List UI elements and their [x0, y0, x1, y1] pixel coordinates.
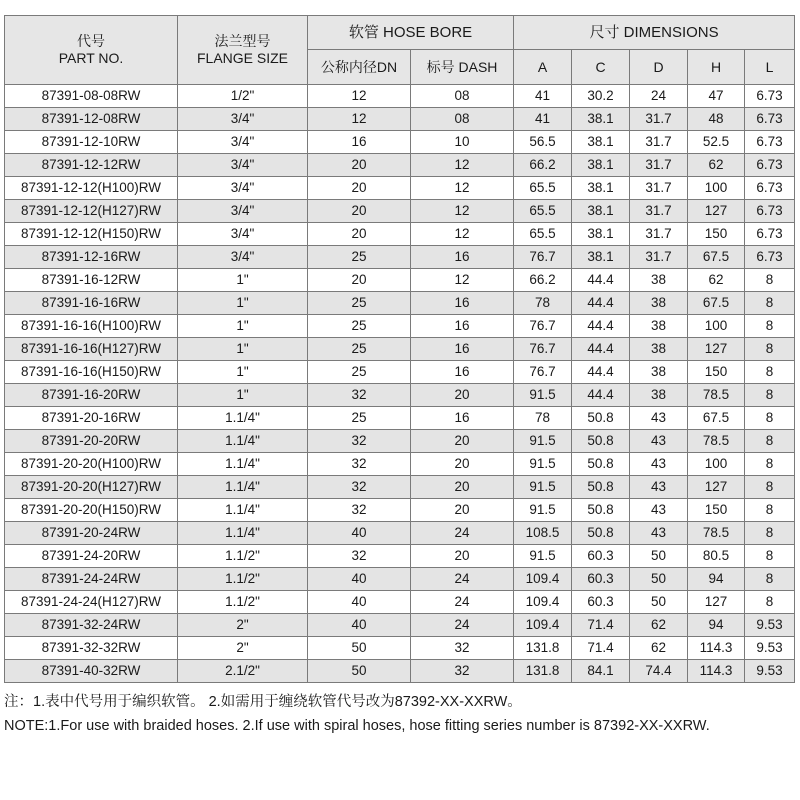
cell-dn: 25	[308, 315, 411, 338]
table-row	[5, 200, 795, 223]
cell-flange-size: 1/2"	[178, 85, 308, 108]
cell-dash: 32	[411, 660, 514, 683]
cell-dim-c: 84.1	[572, 660, 630, 683]
header-dn: 公称内径DN	[308, 50, 411, 85]
table-row	[5, 407, 795, 430]
table-row	[5, 361, 795, 384]
cell-part-no: 87391-32-24RW	[5, 614, 178, 637]
cell-flange-size: 3/4"	[178, 177, 308, 200]
cell-dash: 24	[411, 568, 514, 591]
cell-part-no: 87391-12-12(H127)RW	[5, 200, 178, 223]
cell-dim-a: 108.5	[514, 522, 572, 545]
cell-dim-h: 127	[688, 338, 745, 361]
cell-dim-a: 66.2	[514, 154, 572, 177]
cell-part-no: 87391-12-08RW	[5, 108, 178, 131]
cell-dim-l: 6.73	[745, 200, 795, 223]
table-row	[5, 85, 795, 108]
cell-dim-h: 127	[688, 591, 745, 614]
cell-dim-a: 66.2	[514, 269, 572, 292]
cell-flange-size: 3/4"	[178, 246, 308, 269]
cell-dim-a: 76.7	[514, 338, 572, 361]
cell-dim-c: 38.1	[572, 108, 630, 131]
cell-dim-c: 60.3	[572, 591, 630, 614]
cell-dim-a: 91.5	[514, 545, 572, 568]
cell-flange-size: 1.1/2"	[178, 568, 308, 591]
cell-dim-l: 8	[745, 315, 795, 338]
cell-dash: 16	[411, 407, 514, 430]
header-dim-d: D	[630, 50, 688, 85]
cell-dash: 12	[411, 223, 514, 246]
cell-part-no: 87391-24-24(H127)RW	[5, 591, 178, 614]
cell-dim-l: 6.73	[745, 223, 795, 246]
cell-flange-size: 1.1/4"	[178, 453, 308, 476]
cell-part-no: 87391-12-10RW	[5, 131, 178, 154]
table-row	[5, 177, 795, 200]
table-row	[5, 476, 795, 499]
spec-table-body	[5, 85, 795, 683]
cell-dn: 25	[308, 407, 411, 430]
cell-part-no: 87391-08-08RW	[5, 85, 178, 108]
cell-dim-a: 76.7	[514, 246, 572, 269]
table-row	[5, 384, 795, 407]
table-row	[5, 223, 795, 246]
cell-dim-d: 31.7	[630, 223, 688, 246]
cell-dim-c: 44.4	[572, 338, 630, 361]
table-row	[5, 545, 795, 568]
cell-dn: 12	[308, 85, 411, 108]
cell-dash: 20	[411, 430, 514, 453]
cell-dn: 25	[308, 361, 411, 384]
table-row	[5, 637, 795, 660]
cell-part-no: 87391-20-20RW	[5, 430, 178, 453]
table-row	[5, 108, 795, 131]
cell-dn: 32	[308, 430, 411, 453]
header-dimensions: 尺寸 DIMENSIONS	[514, 16, 795, 50]
cell-part-no: 87391-20-20(H100)RW	[5, 453, 178, 476]
cell-dim-d: 31.7	[630, 200, 688, 223]
cell-dim-a: 131.8	[514, 660, 572, 683]
cell-dim-h: 127	[688, 200, 745, 223]
cell-dim-h: 94	[688, 568, 745, 591]
cell-part-no: 87391-32-32RW	[5, 637, 178, 660]
cell-dim-c: 71.4	[572, 637, 630, 660]
cell-dn: 32	[308, 545, 411, 568]
cell-dash: 32	[411, 637, 514, 660]
cell-dim-l: 8	[745, 522, 795, 545]
note-cn: 注：1.表中代号用于编织软管。 2.如需用于缠绕软管代号改为87392-XX-XXRW。	[4, 694, 522, 710]
cell-dim-c: 38.1	[572, 200, 630, 223]
cell-dim-d: 31.7	[630, 131, 688, 154]
cell-dim-c: 38.1	[572, 246, 630, 269]
cell-dim-d: 38	[630, 361, 688, 384]
cell-dim-c: 44.4	[572, 361, 630, 384]
cell-dn: 20	[308, 200, 411, 223]
cell-flange-size: 1.1/4"	[178, 522, 308, 545]
table-row	[5, 338, 795, 361]
cell-part-no: 87391-16-16(H150)RW	[5, 361, 178, 384]
cell-flange-size: 2"	[178, 614, 308, 637]
table-row	[5, 660, 795, 683]
cell-part-no: 87391-16-12RW	[5, 269, 178, 292]
cell-part-no: 87391-12-16RW	[5, 246, 178, 269]
cell-flange-size: 1.1/4"	[178, 430, 308, 453]
cell-dim-a: 109.4	[514, 614, 572, 637]
cell-dim-c: 60.3	[572, 568, 630, 591]
cell-flange-size: 3/4"	[178, 108, 308, 131]
cell-dn: 32	[308, 453, 411, 476]
cell-dim-a: 41	[514, 108, 572, 131]
cell-dn: 25	[308, 338, 411, 361]
cell-dim-l: 8	[745, 292, 795, 315]
cell-dim-c: 50.8	[572, 453, 630, 476]
cell-dash: 16	[411, 315, 514, 338]
cell-dim-l: 8	[745, 430, 795, 453]
cell-part-no: 87391-16-16(H127)RW	[5, 338, 178, 361]
cell-part-no: 87391-16-20RW	[5, 384, 178, 407]
cell-dim-h: 114.3	[688, 637, 745, 660]
cell-dash: 16	[411, 292, 514, 315]
cell-dn: 20	[308, 154, 411, 177]
cell-dim-d: 50	[630, 568, 688, 591]
cell-dim-l: 6.73	[745, 177, 795, 200]
table-row	[5, 522, 795, 545]
cell-dim-l: 9.53	[745, 637, 795, 660]
cell-dn: 20	[308, 223, 411, 246]
cell-flange-size: 3/4"	[178, 200, 308, 223]
cell-dim-l: 8	[745, 361, 795, 384]
header-hose-bore: 软管 HOSE BORE	[308, 16, 514, 50]
header-flange-size	[178, 16, 308, 85]
cell-dash: 08	[411, 108, 514, 131]
cell-dash: 24	[411, 614, 514, 637]
cell-dim-h: 80.5	[688, 545, 745, 568]
table-row	[5, 131, 795, 154]
cell-dash: 12	[411, 200, 514, 223]
cell-dim-d: 43	[630, 453, 688, 476]
cell-dim-d: 74.4	[630, 660, 688, 683]
cell-dash: 16	[411, 246, 514, 269]
cell-dim-l: 6.73	[745, 85, 795, 108]
cell-dim-l: 8	[745, 269, 795, 292]
cell-dim-l: 8	[745, 568, 795, 591]
cell-dim-h: 150	[688, 361, 745, 384]
cell-dim-a: 91.5	[514, 453, 572, 476]
header-part-no	[5, 16, 178, 85]
cell-dim-l: 9.53	[745, 660, 795, 683]
table-row	[5, 453, 795, 476]
cell-dn: 12	[308, 108, 411, 131]
cell-flange-size: 2.1/2"	[178, 660, 308, 683]
cell-dim-d: 38	[630, 384, 688, 407]
cell-dim-h: 78.5	[688, 522, 745, 545]
cell-dim-c: 50.8	[572, 476, 630, 499]
cell-dim-a: 78	[514, 407, 572, 430]
cell-dim-l: 6.73	[745, 131, 795, 154]
cell-dash: 24	[411, 522, 514, 545]
cell-dn: 20	[308, 269, 411, 292]
cell-dim-d: 31.7	[630, 246, 688, 269]
cell-dash: 20	[411, 453, 514, 476]
cell-dim-c: 44.4	[572, 292, 630, 315]
cell-dim-a: 131.8	[514, 637, 572, 660]
cell-dim-h: 62	[688, 269, 745, 292]
cell-dim-h: 78.5	[688, 430, 745, 453]
cell-dn: 20	[308, 177, 411, 200]
cell-dim-a: 65.5	[514, 177, 572, 200]
cell-dim-c: 44.4	[572, 315, 630, 338]
cell-dash: 20	[411, 545, 514, 568]
cell-dim-c: 50.8	[572, 499, 630, 522]
cell-flange-size: 1.1/2"	[178, 545, 308, 568]
cell-part-no: 87391-12-12RW	[5, 154, 178, 177]
cell-flange-size: 1"	[178, 384, 308, 407]
cell-dim-d: 31.7	[630, 154, 688, 177]
cell-part-no: 87391-20-20(H127)RW	[5, 476, 178, 499]
cell-dim-d: 43	[630, 407, 688, 430]
cell-flange-size: 1"	[178, 292, 308, 315]
table-row	[5, 269, 795, 292]
cell-part-no: 87391-20-24RW	[5, 522, 178, 545]
cell-dim-d: 62	[630, 637, 688, 660]
cell-flange-size: 2"	[178, 637, 308, 660]
cell-dim-a: 76.7	[514, 315, 572, 338]
cell-dim-l: 9.53	[745, 614, 795, 637]
cell-flange-size: 1"	[178, 315, 308, 338]
cell-dim-d: 43	[630, 522, 688, 545]
cell-dash: 12	[411, 154, 514, 177]
cell-part-no: 87391-16-16(H100)RW	[5, 315, 178, 338]
cell-flange-size: 1"	[178, 269, 308, 292]
cell-dim-c: 50.8	[572, 522, 630, 545]
cell-dim-l: 6.73	[745, 154, 795, 177]
cell-part-no: 87391-20-16RW	[5, 407, 178, 430]
table-row	[5, 292, 795, 315]
cell-dash: 20	[411, 499, 514, 522]
cell-dash: 20	[411, 384, 514, 407]
header-part-no-cn: 代号	[77, 33, 105, 49]
cell-dn: 25	[308, 292, 411, 315]
cell-dash: 10	[411, 131, 514, 154]
cell-dim-d: 38	[630, 292, 688, 315]
cell-dn: 40	[308, 522, 411, 545]
table-row	[5, 246, 795, 269]
cell-dim-a: 76.7	[514, 361, 572, 384]
cell-flange-size: 3/4"	[178, 131, 308, 154]
cell-dim-h: 100	[688, 315, 745, 338]
cell-part-no: 87391-12-12(H100)RW	[5, 177, 178, 200]
cell-dash: 16	[411, 361, 514, 384]
cell-flange-size: 1.1/4"	[178, 499, 308, 522]
cell-dim-h: 48	[688, 108, 745, 131]
cell-dim-c: 60.3	[572, 545, 630, 568]
cell-flange-size: 3/4"	[178, 154, 308, 177]
cell-dim-a: 91.5	[514, 430, 572, 453]
table-row	[5, 315, 795, 338]
cell-dim-a: 78	[514, 292, 572, 315]
header-dim-h: H	[688, 50, 745, 85]
cell-flange-size: 3/4"	[178, 223, 308, 246]
cell-dim-c: 50.8	[572, 407, 630, 430]
header-dim-a: A	[514, 50, 572, 85]
cell-dim-c: 50.8	[572, 430, 630, 453]
cell-dn: 32	[308, 476, 411, 499]
header-part-no-en: PART NO.	[58, 50, 124, 66]
cell-dim-d: 38	[630, 269, 688, 292]
cell-dim-h: 67.5	[688, 407, 745, 430]
cell-dim-h: 100	[688, 453, 745, 476]
cell-dim-h: 52.5	[688, 131, 745, 154]
header-flange-cn: 法兰型号	[214, 33, 271, 49]
cell-dim-d: 43	[630, 499, 688, 522]
cell-dim-h: 127	[688, 476, 745, 499]
table-row	[5, 568, 795, 591]
cell-dim-d: 38	[630, 338, 688, 361]
cell-dim-d: 43	[630, 430, 688, 453]
header-flange-en: FLANGE SIZE	[196, 50, 289, 66]
cell-dim-d: 24	[630, 85, 688, 108]
cell-dim-a: 109.4	[514, 568, 572, 591]
cell-dn: 32	[308, 499, 411, 522]
cell-dim-a: 91.5	[514, 476, 572, 499]
cell-dash: 12	[411, 269, 514, 292]
cell-dn: 50	[308, 637, 411, 660]
cell-flange-size: 1"	[178, 361, 308, 384]
note-en: NOTE:1.For use with braided hoses. 2.If use with spiral hoses, hose fitting series number is 87392-XX-XXRW.	[4, 718, 710, 734]
cell-dim-a: 91.5	[514, 499, 572, 522]
cell-flange-size: 1"	[178, 338, 308, 361]
header-dash: 标号 DASH	[411, 50, 514, 85]
cell-dim-h: 100	[688, 177, 745, 200]
cell-dim-c: 71.4	[572, 614, 630, 637]
cell-part-no: 87391-24-20RW	[5, 545, 178, 568]
cell-part-no: 87391-20-20(H150)RW	[5, 499, 178, 522]
cell-dim-l: 8	[745, 384, 795, 407]
cell-dim-a: 56.5	[514, 131, 572, 154]
cell-dim-l: 6.73	[745, 246, 795, 269]
cell-dash: 20	[411, 476, 514, 499]
cell-dim-h: 47	[688, 85, 745, 108]
table-row	[5, 499, 795, 522]
cell-dim-l: 8	[745, 407, 795, 430]
cell-flange-size: 1.1/4"	[178, 476, 308, 499]
cell-dim-a: 109.4	[514, 591, 572, 614]
cell-dn: 25	[308, 246, 411, 269]
cell-dim-l: 8	[745, 476, 795, 499]
cell-dim-h: 78.5	[688, 384, 745, 407]
cell-dn: 50	[308, 660, 411, 683]
cell-dn: 16	[308, 131, 411, 154]
header-dim-l: L	[745, 50, 795, 85]
cell-dim-c: 38.1	[572, 154, 630, 177]
cell-flange-size: 1.1/2"	[178, 591, 308, 614]
cell-dim-d: 50	[630, 545, 688, 568]
cell-dim-d: 43	[630, 476, 688, 499]
cell-dim-a: 41	[514, 85, 572, 108]
cell-dim-c: 44.4	[572, 269, 630, 292]
table-row	[5, 591, 795, 614]
notes	[4, 690, 710, 738]
cell-dim-d: 50	[630, 591, 688, 614]
cell-flange-size: 1.1/4"	[178, 407, 308, 430]
cell-dim-h: 150	[688, 223, 745, 246]
cell-dn: 40	[308, 568, 411, 591]
cell-dash: 08	[411, 85, 514, 108]
cell-part-no: 87391-12-12(H150)RW	[5, 223, 178, 246]
cell-dim-l: 8	[745, 591, 795, 614]
cell-dim-a: 65.5	[514, 200, 572, 223]
cell-dn: 32	[308, 384, 411, 407]
cell-dash: 24	[411, 591, 514, 614]
cell-dim-h: 150	[688, 499, 745, 522]
cell-part-no: 87391-24-24RW	[5, 568, 178, 591]
cell-dim-h: 114.3	[688, 660, 745, 683]
cell-dim-h: 67.5	[688, 292, 745, 315]
table-row	[5, 154, 795, 177]
cell-dim-l: 6.73	[745, 108, 795, 131]
spec-table	[4, 15, 795, 683]
cell-part-no: 87391-16-16RW	[5, 292, 178, 315]
cell-dim-c: 38.1	[572, 131, 630, 154]
cell-dim-d: 31.7	[630, 108, 688, 131]
cell-dim-c: 30.2	[572, 85, 630, 108]
table-row	[5, 430, 795, 453]
table-row	[5, 614, 795, 637]
cell-dim-l: 8	[745, 499, 795, 522]
cell-dn: 40	[308, 614, 411, 637]
cell-dim-d: 38	[630, 315, 688, 338]
cell-dim-h: 67.5	[688, 246, 745, 269]
header-dim-c: C	[572, 50, 630, 85]
cell-dash: 16	[411, 338, 514, 361]
cell-dim-l: 8	[745, 338, 795, 361]
cell-dim-c: 44.4	[572, 384, 630, 407]
cell-part-no: 87391-40-32RW	[5, 660, 178, 683]
cell-dim-l: 8	[745, 453, 795, 476]
cell-dim-a: 65.5	[514, 223, 572, 246]
cell-dim-h: 94	[688, 614, 745, 637]
cell-dim-d: 62	[630, 614, 688, 637]
cell-dash: 12	[411, 177, 514, 200]
cell-dim-c: 38.1	[572, 177, 630, 200]
cell-dim-a: 91.5	[514, 384, 572, 407]
cell-dim-c: 38.1	[572, 223, 630, 246]
cell-dn: 40	[308, 591, 411, 614]
cell-dim-d: 31.7	[630, 177, 688, 200]
cell-dim-l: 8	[745, 545, 795, 568]
cell-dim-h: 62	[688, 154, 745, 177]
